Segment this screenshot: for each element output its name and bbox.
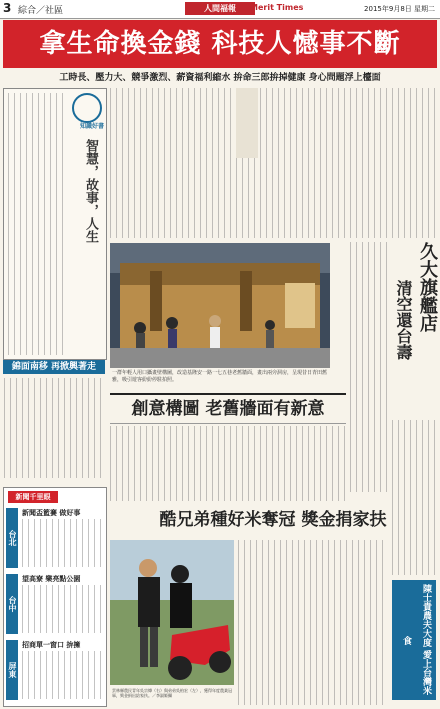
mural-image	[110, 243, 330, 368]
local-news-item-title: 望高寮 樂亮點公園	[22, 575, 81, 583]
top-bar	[0, 0, 440, 19]
dateline: 2015年9月8日 星期二	[364, 5, 435, 13]
column-box	[3, 88, 107, 360]
mid-headline: 創意構圖 老舊牆面有新意	[110, 393, 346, 424]
local-news-item-title: 新聞盃籃賽 做好事	[22, 509, 81, 517]
column-logo-icon	[72, 93, 102, 123]
subheadline: 工時長、壓力大、競爭激烈、薪資福利縮水 拚命三郎拚掉健康 身心問題浮上檯面	[59, 73, 381, 83]
mural-photo	[110, 243, 330, 368]
local-news-title: 新聞千里眼	[8, 491, 58, 503]
local-news-item-text	[22, 519, 102, 567]
right-headline-2: 清空還台壽	[394, 280, 413, 360]
section-label: 綜合／社區	[18, 6, 64, 16]
sidebar-body-text	[4, 378, 104, 478]
sidebar-title: 錦面南移 再掀興著走	[3, 360, 105, 374]
article-text-right-mid	[350, 242, 388, 492]
region-tag-taichung: 台中	[6, 574, 18, 634]
column-label: 知識好書	[79, 123, 104, 130]
local-news-item-title: 招商單一窗口 拚擁	[22, 641, 81, 649]
headline-band	[3, 20, 437, 68]
subheading-block	[236, 88, 258, 158]
article-text-bottom	[238, 540, 388, 705]
mural-caption: 一群年輕人用口攝畫壁構圖，改造基隆安一路一七五巷老舊牆面，畫出兩旁洞房，呈現昔日青田舊雅，吸引遊客紛紛停駐拍照。	[112, 370, 328, 383]
region-tag-pingtung: 屏東	[6, 640, 18, 700]
local-news-item-text	[22, 651, 102, 699]
page-number: 3	[3, 1, 12, 15]
article-text-right-lower	[392, 420, 436, 575]
column-title: 智慧，故事，人生	[83, 139, 98, 243]
right-headline-1: 久大旗艦店	[417, 242, 438, 332]
article-text-mid	[110, 426, 346, 501]
column-body-text	[8, 93, 68, 355]
article-text-upper	[110, 88, 346, 238]
side-tag: 陳士貴農夫大度 愛上台灣米食	[392, 580, 436, 700]
local-news-box	[3, 487, 107, 707]
brothers-photo	[110, 540, 234, 685]
article-text-right-upper	[350, 88, 436, 238]
region-tag-taipei: 台北	[6, 508, 18, 568]
masthead-logo: 人間福報	[185, 2, 255, 15]
bottom-headline: 酷兄弟種好米奪冠 獎金捐家扶	[159, 510, 387, 530]
masthead-english: Merit Times	[250, 3, 304, 12]
main-headline: 拿生命換金錢 科技人憾事不斷	[39, 29, 401, 59]
brothers-caption: 雲林縣農民青年吳宗燁（右）與弟弟吳柏宏（左），獲得年度農業冠軍，獎金捐出給家扶。／李淑姬攝	[112, 688, 232, 698]
brothers-image	[110, 540, 234, 685]
local-news-item-text	[22, 585, 102, 633]
